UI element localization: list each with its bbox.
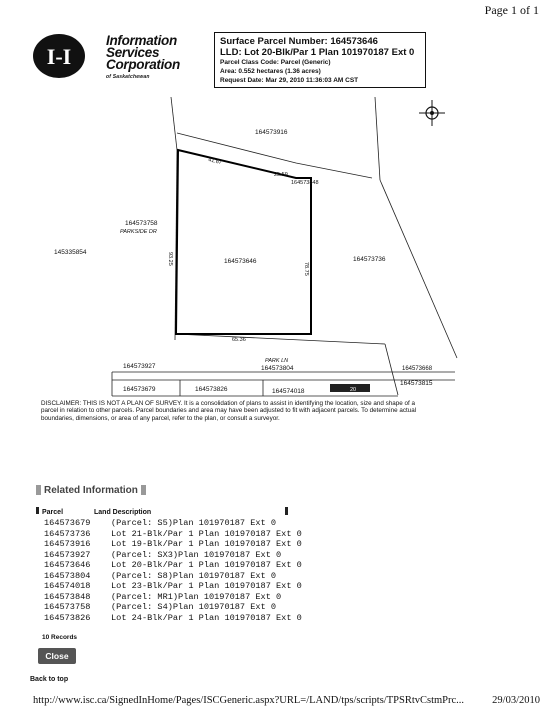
land-description-cell: Lot 23-Blk/Par 1 Plan 101970187 Ext 0 bbox=[111, 581, 302, 591]
label-left-dim: 93.25 bbox=[167, 252, 173, 266]
subject-parcel-outline bbox=[176, 150, 311, 334]
label-parkside-street: PARKSIDE DR bbox=[120, 229, 157, 235]
lld: LLD: Lot 20-Blk/Par 1 Plan 101970187 Ext 0 bbox=[220, 47, 415, 58]
parcel-cell: 164573927 bbox=[44, 549, 91, 560]
label-bottom-parcel-4018: 164574018 bbox=[272, 388, 305, 395]
table-row bbox=[44, 518, 302, 529]
brand-line3: Corporation bbox=[106, 57, 180, 72]
table-row bbox=[44, 539, 302, 550]
label-bottom-mid-parcel: 164573826 bbox=[195, 386, 228, 393]
brand-line1: Information bbox=[106, 33, 177, 48]
land-description-cell: (Parcel: S5)Plan 101970187 Ext 0 bbox=[111, 518, 277, 528]
compass-icon bbox=[419, 100, 445, 126]
parcel-cell: 164573916 bbox=[44, 539, 91, 549]
label-top-right-parcel: 164573848 bbox=[291, 180, 319, 186]
parcel-cell: 164573804 bbox=[44, 570, 91, 581]
table-row bbox=[44, 592, 302, 603]
related-table bbox=[44, 518, 302, 623]
table-row bbox=[44, 550, 302, 561]
label-top-dim: 41.67 bbox=[207, 157, 223, 167]
close-button[interactable]: Close bbox=[38, 648, 76, 664]
table-row bbox=[44, 560, 302, 571]
label-north-parcel: 164573916 bbox=[255, 129, 288, 136]
land-description-cell: (Parcel: S4)Plan 101970187 Ext 0 bbox=[111, 602, 277, 612]
land-description-cell: Lot 20-Blk/Par 1 Plan 101970187 Ext 0 bbox=[111, 560, 302, 570]
land-description-cell: (Parcel: MR1)Plan 101970187 Ext 0 bbox=[111, 591, 282, 602]
col-parcel: Parcel bbox=[42, 509, 64, 516]
isc-logo bbox=[32, 33, 86, 79]
label-bottom-dim: 65.36 bbox=[232, 337, 246, 343]
brand-line4: of Saskatchewan bbox=[106, 74, 150, 80]
table-row bbox=[44, 581, 302, 592]
parcel-class-code: Parcel Class Code: Parcel (Generic) bbox=[220, 59, 331, 66]
logo-mark: I-I bbox=[46, 44, 72, 69]
records-count: 10 Records bbox=[42, 634, 78, 641]
page-number: Page 1 of 1 bbox=[484, 3, 539, 17]
related-header-row bbox=[36, 507, 288, 516]
request-date: Request Date: Mar 29, 2010 11:36:03 AM CST bbox=[220, 77, 359, 84]
label-bottom-left-parcel: 164573679 bbox=[123, 386, 156, 393]
land-description-cell: Lot 19-Blk/Par 1 Plan 101970187 Ext 0 bbox=[111, 539, 302, 549]
label-east-parcel: 164573736 bbox=[353, 256, 386, 263]
table-row bbox=[44, 602, 302, 613]
label-subject-parcel: 164573646 bbox=[224, 258, 257, 265]
label-west-parcel: 145335854 bbox=[54, 249, 87, 256]
parcel-area: Area: 0.552 hectares (1.36 acres) bbox=[220, 68, 321, 75]
table-row bbox=[44, 529, 302, 540]
parcel-cell: 164573758 bbox=[44, 602, 91, 612]
related-title-text: Related Information bbox=[44, 485, 138, 496]
table-row bbox=[44, 571, 302, 582]
parcel-cell: 164573736 bbox=[44, 528, 91, 539]
parcel-cell: 164573679 bbox=[44, 518, 91, 528]
label-far-right-parcel: 164573815 bbox=[400, 380, 433, 387]
label-park-street: PARK LN bbox=[265, 358, 289, 364]
parcel-info-box bbox=[214, 32, 426, 88]
parcel-cell: 164573848 bbox=[44, 591, 91, 602]
disclaimer: DISCLAIMER: THIS IS NOT A PLAN OF SURVEY. It is a consolidation of plans to assist in identifying the location, size and shape of a parcel in relation to other parcels. Parcel boundaries and area may have been adjusted to fit with adjacent parcels. To determine actual boundaries, dimensions, or area of any parcel, refer to the plan, or consult a surveyor. bbox=[41, 400, 417, 422]
footer-url: http://www.isc.ca/SignedInHome/Pages/ISCGeneric.aspx?URL=/LAND/tps/scripts/TPSRtvCstmPrc... bbox=[33, 695, 465, 706]
parcel-map bbox=[0, 95, 555, 400]
label-park-parcel: 164573804 bbox=[261, 365, 294, 372]
col-land-description: Land Description bbox=[94, 509, 152, 516]
back-to-top-link[interactable]: Back to top bbox=[30, 676, 69, 683]
surface-parcel-number: Surface Parcel Number: 164573646 bbox=[220, 36, 378, 47]
land-description-cell: (Parcel: SX3)Plan 101970187 Ext 0 bbox=[111, 549, 282, 560]
land-description-cell: Lot 24-Blk/Par 1 Plan 101970187 Ext 0 bbox=[111, 612, 302, 623]
brand-line2: Services bbox=[106, 45, 160, 60]
table-row bbox=[44, 613, 302, 624]
parcel-cell: 164574018 bbox=[44, 581, 91, 591]
land-description-cell: (Parcel: S8)Plan 101970187 Ext 0 bbox=[111, 570, 277, 581]
brand-name bbox=[106, 35, 180, 83]
related-title bbox=[36, 485, 146, 496]
parcel-cell: 164573826 bbox=[44, 612, 91, 623]
label-right-small-parcel: 164573668 bbox=[402, 366, 433, 372]
label-top-right-dim: 25.59 bbox=[274, 172, 288, 178]
label-sw-parcel: 164573927 bbox=[123, 363, 156, 370]
label-bottom-small: 20 bbox=[350, 387, 357, 393]
land-description-cell: Lot 21-Blk/Par 1 Plan 101970187 Ext 0 bbox=[111, 528, 302, 539]
parcel-cell: 164573646 bbox=[44, 560, 91, 570]
label-right-dim: 78.75 bbox=[303, 262, 309, 276]
label-parkside-parcel: 164573758 bbox=[125, 220, 158, 227]
footer-date: 29/03/2010 bbox=[492, 695, 540, 706]
